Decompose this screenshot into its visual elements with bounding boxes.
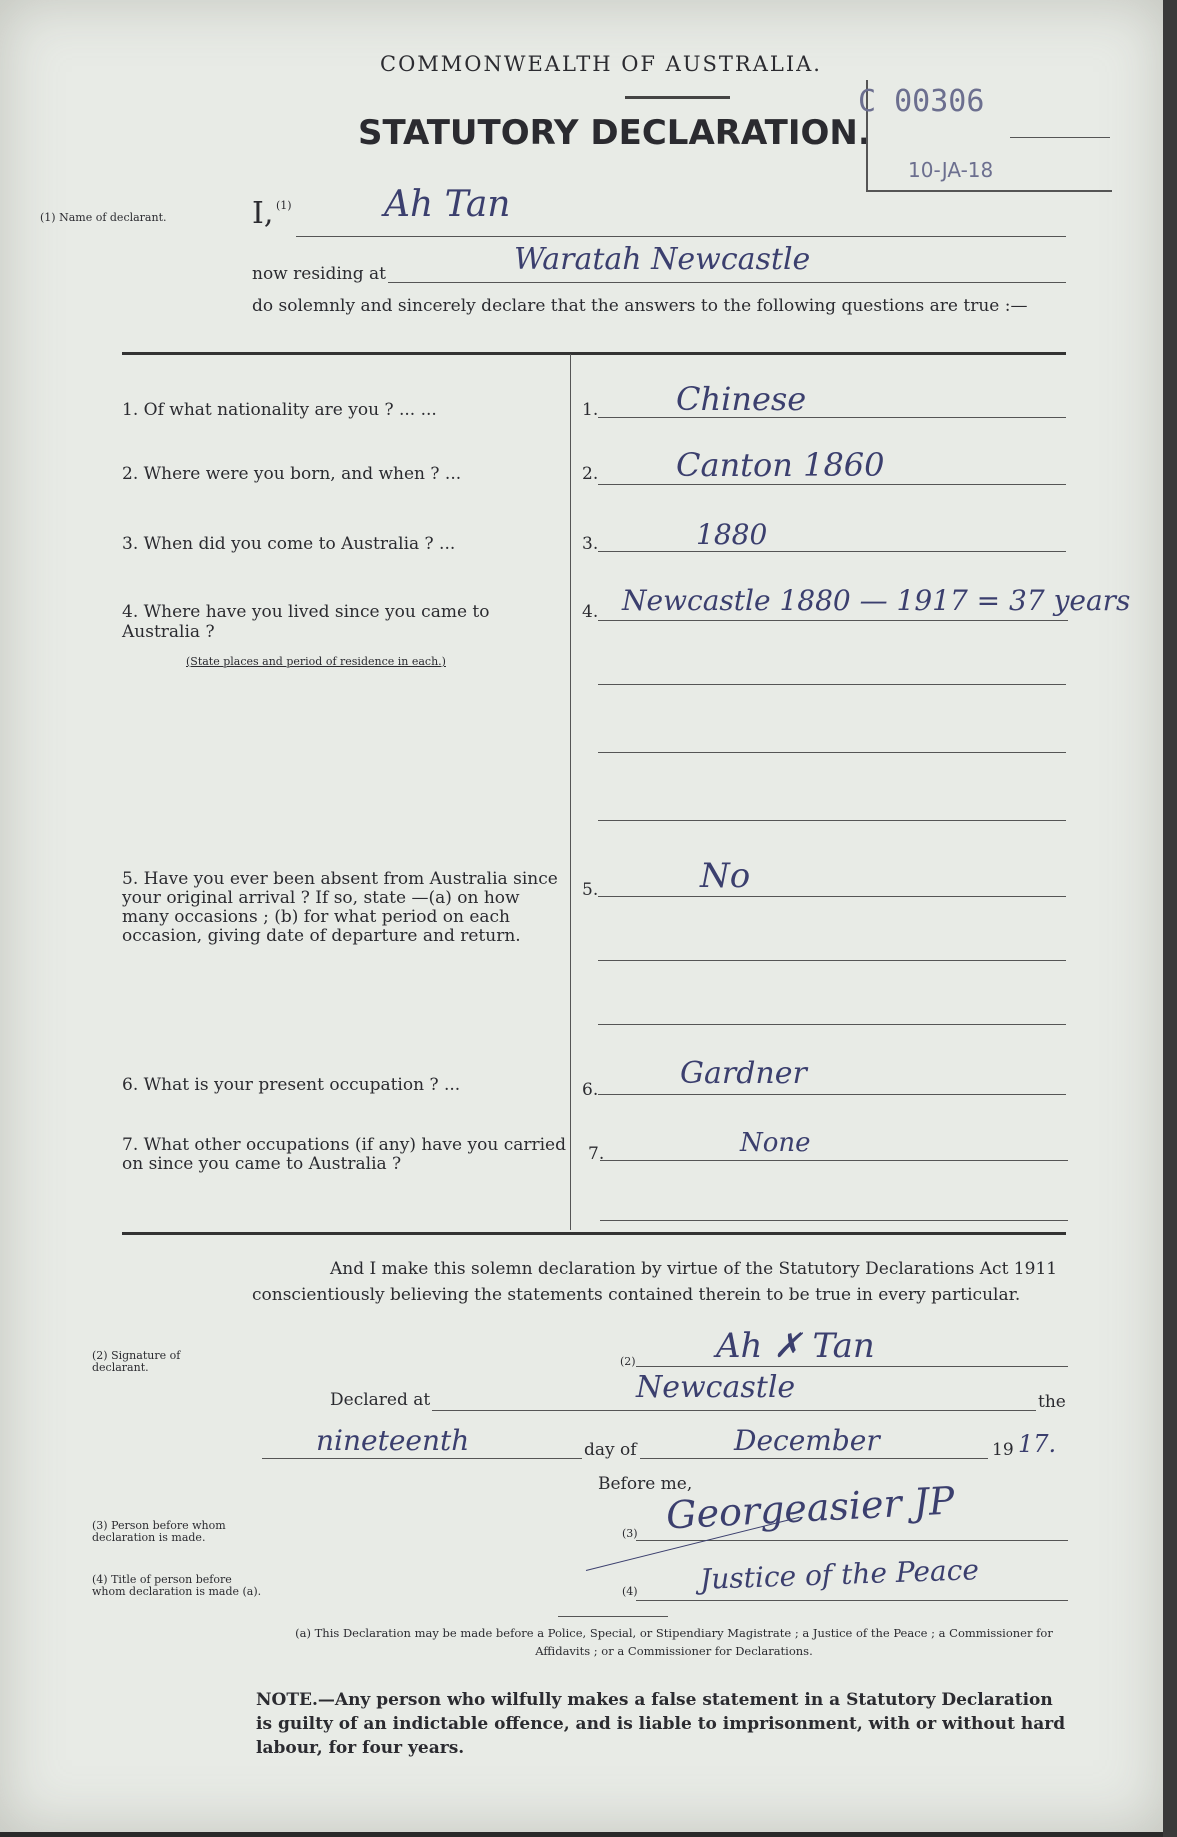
question-3: 3. When did you come to Australia ? ... — [122, 534, 456, 554]
answer-7-number: 7. — [588, 1144, 605, 1164]
question-2: 2. Where were you born, and when ? ... — [122, 464, 462, 484]
year-prefix: 19 — [992, 1440, 1014, 1460]
table-top-rule — [122, 352, 1066, 355]
answer-1-number: 1. — [582, 400, 599, 420]
residence-value[interactable]: Waratah Newcastle — [514, 242, 811, 277]
question-6: 6. What is your present occupation ? ... — [122, 1075, 461, 1095]
question-7: 7. What other occupations (if any) have you carried on since you came to Australia ? — [122, 1135, 566, 1174]
answer-4-number: 4. — [582, 602, 599, 622]
table-column-divider — [570, 354, 571, 1230]
footnote-rule — [558, 1616, 668, 1617]
month-line — [640, 1458, 988, 1459]
answer-5-number: 5. — [582, 880, 599, 900]
answer-5[interactable]: No — [700, 856, 751, 896]
answer-1[interactable]: Chinese — [676, 380, 807, 418]
answer-5-line-1 — [598, 896, 1066, 897]
side-label-person: (3) Person before whom declaration is made. — [92, 1519, 226, 1544]
residing-label: now residing at — [252, 264, 387, 284]
answer-7-line-2 — [600, 1220, 1068, 1221]
declare-text: do solemnly and sincerely declare that the answers to the following questions are true :— — [252, 296, 1028, 316]
marker-1: (1) — [276, 199, 292, 212]
answer-4-line-2 — [598, 684, 1066, 685]
stamp-number: C 00306 — [858, 84, 985, 119]
declared-at-line — [432, 1410, 1036, 1411]
before-me-label: Before me, — [598, 1474, 693, 1494]
declared-at-place[interactable]: Newcastle — [636, 1370, 796, 1405]
question-4-note: (State places and period of residence in each.) — [186, 655, 446, 668]
question-4: 4. Where have you lived since you came to Australia ? — [122, 602, 490, 642]
marker-3: (3) — [622, 1527, 638, 1540]
question-5: 5. Have you ever been absent from Australia since your original arrival ? If so, state —(a) on how many occasions ; (b) for what period on each occasion, giving date of departure and return. — [122, 869, 558, 946]
form-title: STATUTORY DECLARATION. — [358, 113, 871, 153]
answer-2-line — [598, 484, 1066, 485]
country-heading: COMMONWEALTH OF AUSTRALIA. — [380, 52, 822, 76]
answer-6-line — [598, 1094, 1066, 1095]
declarant-mark[interactable]: Ah ✗ Tan — [716, 1326, 875, 1366]
year-suffix[interactable]: 17. — [1018, 1430, 1057, 1458]
intro-i: I, — [252, 196, 274, 231]
side-label-declarant: (1) Name of declarant. — [40, 211, 167, 224]
declared-day[interactable]: nineteenth — [316, 1424, 470, 1457]
stamp-underline — [1010, 137, 1110, 138]
footnote: (a) This Declaration may be made before a Police, Special, or Stipendiary Magistrate ; a Justice of the Peace ; a Commissioner for Affidavits ; or a Commissioner for Declarations. — [295, 1626, 1053, 1658]
answer-4-line-3 — [598, 752, 1066, 753]
answer-2[interactable]: Canton 1860 — [676, 446, 885, 484]
side-label-signature: (2) Signature of declarant. — [92, 1349, 181, 1374]
answer-4-line-1 — [598, 620, 1068, 621]
name-line — [296, 236, 1066, 237]
declared-at-label: Declared at — [330, 1390, 431, 1410]
answer-6[interactable]: Gardner — [680, 1056, 807, 1091]
witness-signature[interactable]: Georgeasier JP — [665, 1478, 956, 1538]
answer-3[interactable]: 1880 — [696, 518, 768, 551]
answer-4-line-4 — [598, 820, 1066, 821]
answer-4[interactable]: Newcastle 1880 — 1917 = 37 years — [622, 584, 1131, 617]
stamp-date: 10-JA-18 — [908, 158, 994, 182]
marker-2: (2) — [620, 1355, 636, 1368]
solemn-declaration: And I make this solemn declaration by virtue of the Statutory Declarations Act 1911 conscientiously believing the statements contained therein to be true in every particular. — [252, 1259, 1058, 1305]
table-bottom-rule — [122, 1232, 1066, 1235]
question-1: 1. Of what nationality are you ? ... ... — [122, 400, 437, 420]
answer-2-number: 2. — [582, 464, 599, 484]
scan-edge — [1163, 0, 1177, 1837]
side-label-title: (4) Title of person before whom declaration is made (a). — [92, 1573, 262, 1598]
marker-4: (4) — [622, 1585, 638, 1598]
the-label: the — [1038, 1392, 1066, 1412]
heading-rule — [625, 96, 730, 99]
declared-month[interactable]: December — [734, 1424, 880, 1457]
answer-3-number: 3. — [582, 534, 599, 554]
declarant-name[interactable]: Ah Tan — [384, 184, 511, 225]
signature-line — [636, 1366, 1068, 1367]
answer-3-line — [598, 551, 1066, 552]
day-line — [262, 1458, 582, 1459]
answer-5-line-2 — [598, 960, 1066, 961]
day-of-label: day of — [584, 1440, 637, 1460]
residence-line — [388, 282, 1066, 283]
answer-7[interactable]: None — [740, 1128, 811, 1158]
witness-title[interactable]: Justice of the Peace — [699, 1553, 980, 1596]
answer-1-line — [598, 417, 1066, 418]
title-line — [636, 1600, 1068, 1601]
answer-7-line-1 — [600, 1160, 1068, 1161]
answer-5-line-3 — [598, 1024, 1066, 1025]
answer-6-number: 6. — [582, 1080, 599, 1100]
penalty-note: NOTE.—Any person who wilfully makes a false statement in a Statutory Declaration is guilty of an indictable offence, and is liable to imprisonment, with or without hard labour, for four years. — [256, 1690, 1066, 1758]
